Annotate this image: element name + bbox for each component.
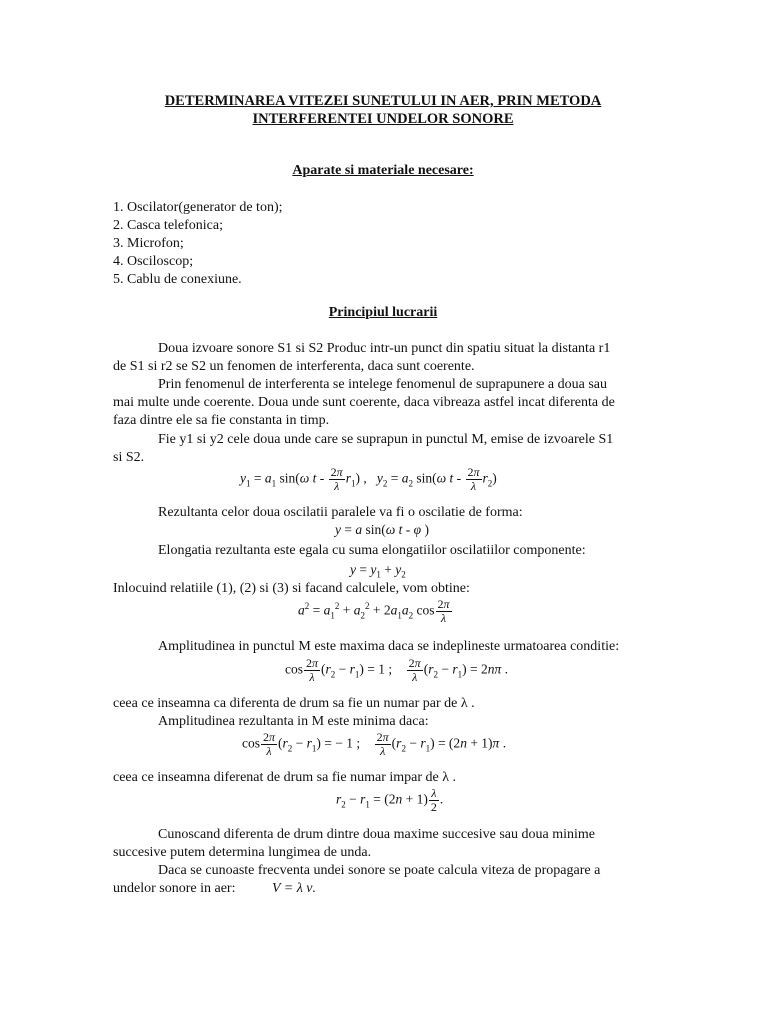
paragraph-line: ceea ce inseamna ca diferenta de drum sa fie un numar par de λ . <box>113 696 475 711</box>
principle-heading: Principiul lucrarii <box>328 305 438 320</box>
paragraph-line: Daca se cunoaste frecventa undei sonore se poate calcula viteza de propagare a <box>158 863 601 878</box>
paragraph-line: Doua izvoare sonore S1 si S2 Produc intr-un punct din spatiu situat la distanta r1 <box>158 341 611 356</box>
materials-list <box>113 199 283 289</box>
paragraph-line: Amplitudinea rezultanta in M este minima daca: <box>158 714 429 729</box>
equation-minimum: cos $\frac{2\pi}{\lambda}$ $(r_2 - r_1)$ = − 1 ; $\frac{2\pi}{\lambda}$ $(r_2 - r_1) = (2n + 1)\pi$ . <box>242 730 507 758</box>
paragraph-line: faza dintre ele sa fie constanta in timp. <box>113 413 330 428</box>
equation-velocity: V = λ ν. <box>272 881 317 896</box>
paragraph-line: Cunoscand diferenta de drum dintre doua maxime succesive sau doua minime <box>158 827 595 842</box>
list-item: 3. Microfon; <box>113 236 184 251</box>
equation-resultant: y = a sin(ω t - φ ) <box>335 522 430 537</box>
paragraph-line: de S1 si r2 se S2 un fenomen de interferenta, daca sunt coerente. <box>113 359 475 374</box>
paragraph-line: si S2. <box>113 450 145 465</box>
equation-maximum: cos $\frac{2\pi}{\lambda}$ $(r_2 - r_1) = 1$ ; $\frac{2\pi}{\lambda}$ $(r_2 - r_1) = 2n\pi$ . <box>285 656 508 684</box>
paragraph-line: ceea ce inseamna diferenat de drum sa fie numar impar de λ . <box>113 770 457 785</box>
document-title <box>113 92 653 128</box>
materials-heading: Aparate si materiale necesare: <box>292 163 474 178</box>
list-item: 4. Osciloscop; <box>113 254 194 269</box>
equation-wave-superposition: $y_1 = a_1$ sin(ω t - $\frac{2\pi}{\lambda}$ $r_1$) , $y_2 = a_2$ sin(ω t - $\frac{2\pi}{\lambda}$ $r_2$) <box>240 465 497 493</box>
paragraph-line: undelor sonore in aer: <box>113 881 236 896</box>
paragraph-line: Rezultanta celor doua oscilatii paralele va fi o oscilatie de forma: <box>158 505 523 520</box>
paragraph-line: succesive putem determina lungimea de unda. <box>113 845 372 860</box>
list-item: 2. Casca telefonica; <box>113 218 224 233</box>
equation-sum: $y = y_1 + y_2$ <box>350 562 406 580</box>
list-item: 5. Cablu de conexiune. <box>113 272 242 287</box>
equation-amplitude: $a^2 = a_1^2 + a_2^2 + 2a_1a_2$ cos $\frac{2\pi}{\lambda}$ <box>298 597 450 625</box>
title-line-2: INTERFERENTEI UNDELOR SONORE <box>252 111 514 127</box>
paragraph-line: mai multe unde coerente. Doua unde sunt coerente, daca vibreaza astfel incat diferenta de <box>113 395 615 410</box>
title-line-1: DETERMINAREA VITEZEI SUNETULUI IN AER, PRIN METODA <box>164 93 602 109</box>
paragraph-line: Prin fenomenul de interferenta se intelege fenomenul de suprapunere a doua sau <box>158 377 607 392</box>
paragraph-line: Inlocuind relatiile (1), (2) si (3) si facand calculele, vom obtine: <box>113 581 470 596</box>
equation-path-difference: $r_2 - r_1 = (2n + 1)$ $\frac{\lambda}{2}$ . <box>336 786 444 814</box>
paragraph-line: Fie y1 si y2 cele doua unde care se suprapun in punctul M, emise de izvoarele S1 <box>158 432 614 447</box>
list-item: 1. Oscilator(generator de ton); <box>113 200 283 215</box>
paragraph-line: Elongatia rezultanta este egala cu suma elongatiilor oscilatiilor componente: <box>158 543 586 558</box>
paragraph-line: Amplitudinea in punctul M este maxima daca se indeplineste urmatoarea conditie: <box>158 639 620 654</box>
